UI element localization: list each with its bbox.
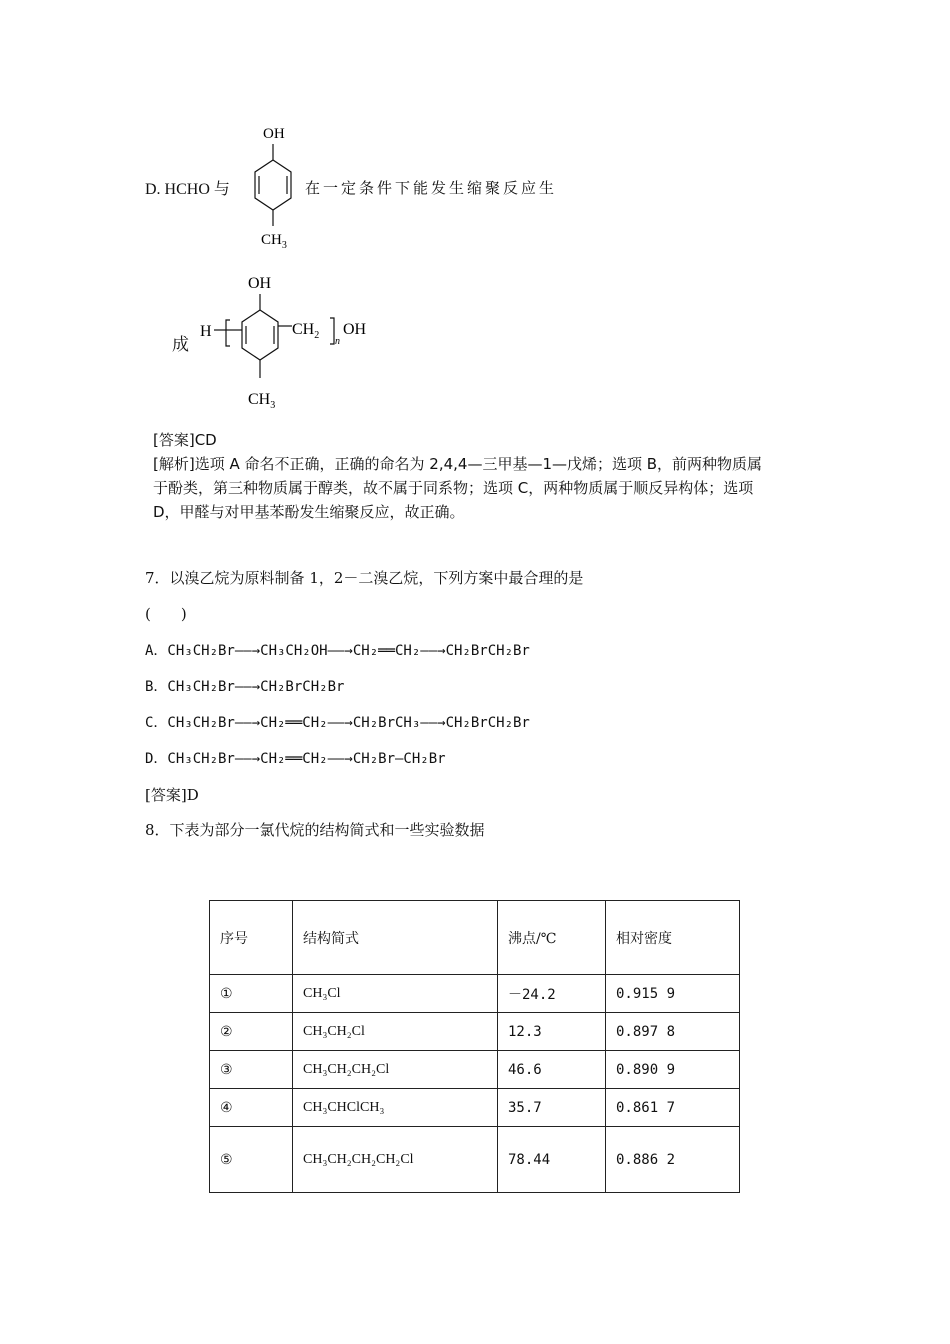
cell-structure: CH₃CH₂CH₂Cl xyxy=(293,1051,498,1089)
q7-option-a: A．CH₃CH₂Br——→CH₃CH₂OH——→CH₂══CH₂——→CH₂BrCH₂Br xyxy=(145,643,530,659)
ch3-label: CH xyxy=(261,232,282,248)
cell-boiling-point: 12.3 xyxy=(498,1013,606,1051)
header-index: 序号 xyxy=(210,901,293,975)
q8-stem: 8．下表为部分一氯代烷的结构简式和一些实验数据 xyxy=(145,821,485,839)
q7-option-d: D．CH₃CH₂Br——→CH₂══CH₂——→CH₂Br—CH₂Br xyxy=(145,751,446,767)
polymer-oh-top: OH xyxy=(248,275,272,292)
cell-structure: CH₃CH₂CH₂CH₂Cl xyxy=(293,1127,498,1193)
polymer-ch3: CH xyxy=(248,391,271,408)
cell-structure: CH₃CH₂Cl xyxy=(293,1013,498,1051)
cheng-label: 成 xyxy=(172,335,189,355)
cell-boiling-point: －24.2 xyxy=(498,975,606,1013)
table-row xyxy=(210,1127,740,1193)
cell-structure: CH₃CHClCH₃ xyxy=(293,1089,498,1127)
analysis-line-3: D，甲醛与对甲基苯酚发生缩聚反应，故正确。 xyxy=(153,503,465,521)
oh-label: OH xyxy=(263,126,285,142)
cell-boiling-point: 35.7 xyxy=(498,1089,606,1127)
polymer-h: H xyxy=(200,323,212,340)
analysis-line-1: [解析]选项 A 命名不正确，正确的命名为 2,4,4—三甲基—1—戊烯；选项 B，前两种物质属 xyxy=(153,455,763,473)
q7-option-b: B．CH₃CH₂Br——→CH₂BrCH₂Br xyxy=(145,679,345,695)
cell-index: ① xyxy=(210,975,293,1013)
header-boiling-point: 沸点/℃ xyxy=(498,901,606,975)
cell-index: ⑤ xyxy=(210,1127,293,1193)
cell-boiling-point: 46.6 xyxy=(498,1051,606,1089)
cell-density: 0.861 7 xyxy=(606,1089,740,1127)
p-cresol-structure xyxy=(235,120,305,255)
table-row xyxy=(210,975,740,1013)
q7-paren: ( ) xyxy=(145,605,187,623)
q7-answer: [答案]D xyxy=(145,786,199,804)
analysis-line-2: 于酚类，第三种物质属于醇类，故不属于同系物；选项 C，两种物质属于顺反异构体；选项 xyxy=(153,479,754,497)
table-row xyxy=(210,1089,740,1127)
cell-density: 0.890 9 xyxy=(606,1051,740,1089)
polymer-ch2: CH xyxy=(292,321,315,338)
q7-option-c: C．CH₃CH₂Br——→CH₂══CH₂——→CH₂BrCH₃——→CH₂BrCH₂Br xyxy=(145,715,530,731)
polymer-ch3-sub: 3 xyxy=(270,400,276,411)
table-row xyxy=(210,1013,740,1051)
cell-density: 0.886 2 xyxy=(606,1127,740,1193)
ch3-sub: 3 xyxy=(281,240,287,251)
cell-index: ④ xyxy=(210,1089,293,1127)
cell-index: ② xyxy=(210,1013,293,1051)
polymer-oh-end: OH xyxy=(343,321,367,338)
cell-structure: CH₃Cl xyxy=(293,975,498,1013)
header-structure: 结构简式 xyxy=(293,901,498,975)
table-row xyxy=(210,1051,740,1089)
chloroalkane-table xyxy=(209,900,740,1193)
cell-boiling-point: 78.44 xyxy=(498,1127,606,1193)
option-d-label: D. HCHO 与 xyxy=(145,181,230,198)
polymer-structure xyxy=(198,268,398,418)
answer-6: [答案]CD xyxy=(153,431,217,449)
header-density: 相对密度 xyxy=(606,901,740,975)
cell-density: 0.897 8 xyxy=(606,1013,740,1051)
table-header-row xyxy=(210,901,740,975)
option-d-text: 在一定条件下能发生缩聚反应生 xyxy=(305,179,558,197)
cell-index: ③ xyxy=(210,1051,293,1089)
svg-text:CH2 xyxy=(292,321,319,341)
polymer-n: n xyxy=(335,336,340,347)
q7-stem: 7．以溴乙烷为原料制备 1，2－二溴乙烷，下列方案中最合理的是 xyxy=(145,569,584,587)
svg-text:CH3 xyxy=(248,391,275,411)
svg-text:CH3 xyxy=(261,232,287,251)
polymer-ch2-sub: 2 xyxy=(314,330,320,341)
cell-density: 0.915 9 xyxy=(606,975,740,1013)
